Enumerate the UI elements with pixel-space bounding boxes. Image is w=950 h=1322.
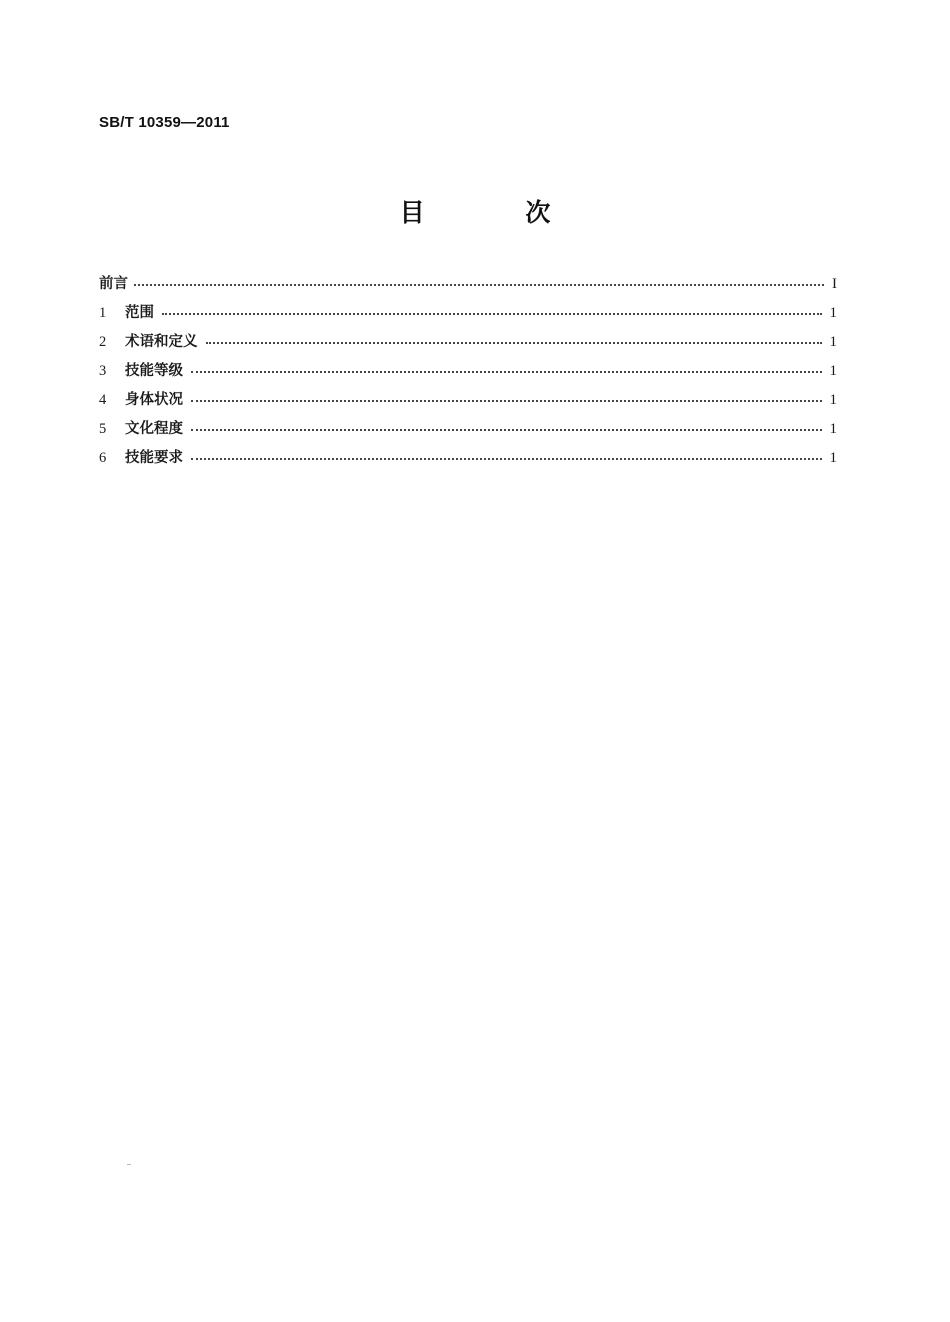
toc-dot-leader <box>191 429 822 431</box>
toc-entry-label: 身体状况 <box>125 392 183 408</box>
toc-page-number: 1 <box>829 334 837 350</box>
toc-entry-number: 4 <box>99 392 107 408</box>
toc-entry-label: 前言 <box>99 276 128 292</box>
toc-entry-label: 技能要求 <box>125 450 183 466</box>
toc-page-number: I <box>832 276 837 292</box>
toc-dot-leader <box>162 313 822 315</box>
toc-entry-number: 6 <box>99 450 107 466</box>
toc-entry-scope[interactable] <box>99 299 837 328</box>
toc-entry-skill-levels[interactable] <box>99 357 837 386</box>
toc-entry-skill-requirements[interactable] <box>99 444 837 473</box>
toc-page-number: 1 <box>829 450 837 466</box>
toc-entry-number: 2 <box>99 334 107 350</box>
toc-entry-number: 3 <box>99 363 107 379</box>
toc-dot-leader <box>191 400 822 402</box>
toc-entry-label: 范围 <box>125 305 154 321</box>
toc-page-number: 1 <box>829 392 837 408</box>
toc-entry-foreword[interactable] <box>99 270 837 299</box>
toc-title: 目 次 <box>399 198 597 227</box>
toc-entry-number: 1 <box>99 305 107 321</box>
toc-dot-leader <box>191 371 822 373</box>
toc-dot-leader <box>191 458 822 460</box>
toc-page-number: 1 <box>829 421 837 437</box>
toc-entry-number: 5 <box>99 421 107 437</box>
toc-entry-label: 技能等级 <box>125 363 183 379</box>
toc-dot-leader <box>206 342 822 344</box>
toc-entry-label: 术语和定义 <box>125 334 198 350</box>
standard-code: SB/T 10359—2011 <box>99 114 230 131</box>
toc-entry-terms-definitions[interactable] <box>99 328 837 357</box>
toc-page-number: 1 <box>829 363 837 379</box>
toc-page-number: 1 <box>829 305 837 321</box>
toc-dot-leader <box>134 284 824 286</box>
toc-entry-label: 文化程度 <box>125 421 183 437</box>
toc-entry-education-level[interactable] <box>99 415 837 444</box>
table-of-contents <box>99 270 837 473</box>
toc-entry-physical-condition[interactable] <box>99 386 837 415</box>
scan-speck <box>127 1164 131 1165</box>
